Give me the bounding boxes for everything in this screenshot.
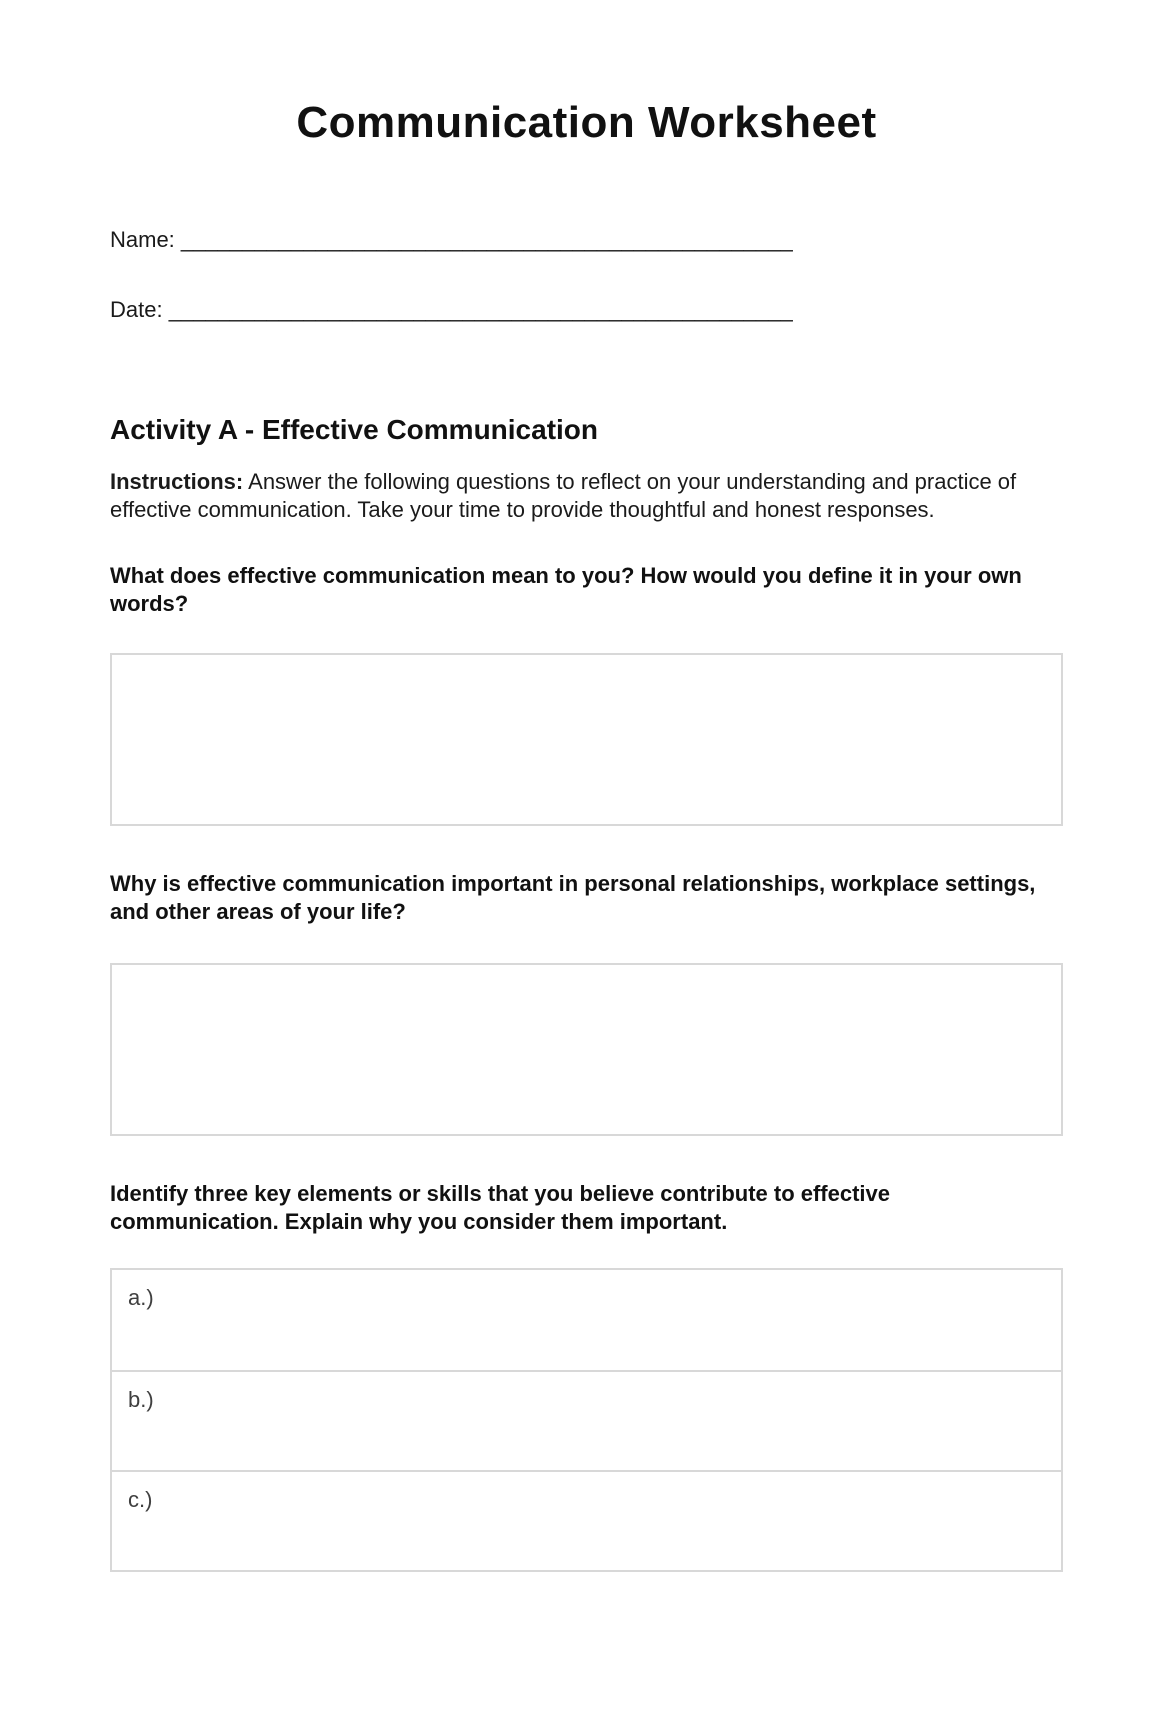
- worksheet-page: [110, 98, 1063, 1626]
- date-field: [110, 296, 1063, 324]
- name-fill-line[interactable]: __________________________________________________: [180, 227, 793, 252]
- date-field-label: Date:: [110, 297, 163, 322]
- question-1: What does effective communication mean to you? How would you define it in your own words?: [110, 563, 1022, 616]
- question-2: Why is effective communication important in personal relationships, workplace settings, and other areas of your life?: [110, 871, 1036, 924]
- section-heading-activity-a: Activity A - Effective Communication: [110, 414, 599, 445]
- name-field: [110, 226, 1063, 254]
- instructions-paragraph: [110, 468, 1063, 524]
- instructions-label: Instructions:: [110, 469, 244, 494]
- answer-row-a[interactable]: [112, 1270, 1061, 1370]
- lettered-answer-table: [110, 1268, 1063, 1572]
- answer-box-question-2[interactable]: [110, 963, 1063, 1136]
- date-fill-line[interactable]: ___________________________________________________: [168, 297, 793, 322]
- instructions-text: Answer the following questions to reflect on your understanding and practice of effective communication. Take your time to provide thoughtful and honest responses.: [110, 469, 1017, 522]
- answer-row-c[interactable]: [112, 1470, 1061, 1570]
- answer-row-b[interactable]: [112, 1370, 1061, 1470]
- answer-row-b-label: b.): [128, 1387, 154, 1412]
- question-3: Identify three key elements or skills that you believe contribute to effective communication. Explain why you consider them important.: [110, 1181, 891, 1234]
- name-field-label: Name:: [110, 227, 175, 252]
- answer-row-c-label: c.): [128, 1487, 153, 1512]
- answer-box-question-1[interactable]: [110, 653, 1063, 826]
- page-title: Communication Worksheet: [296, 98, 877, 147]
- answer-row-a-label: a.): [128, 1285, 154, 1310]
